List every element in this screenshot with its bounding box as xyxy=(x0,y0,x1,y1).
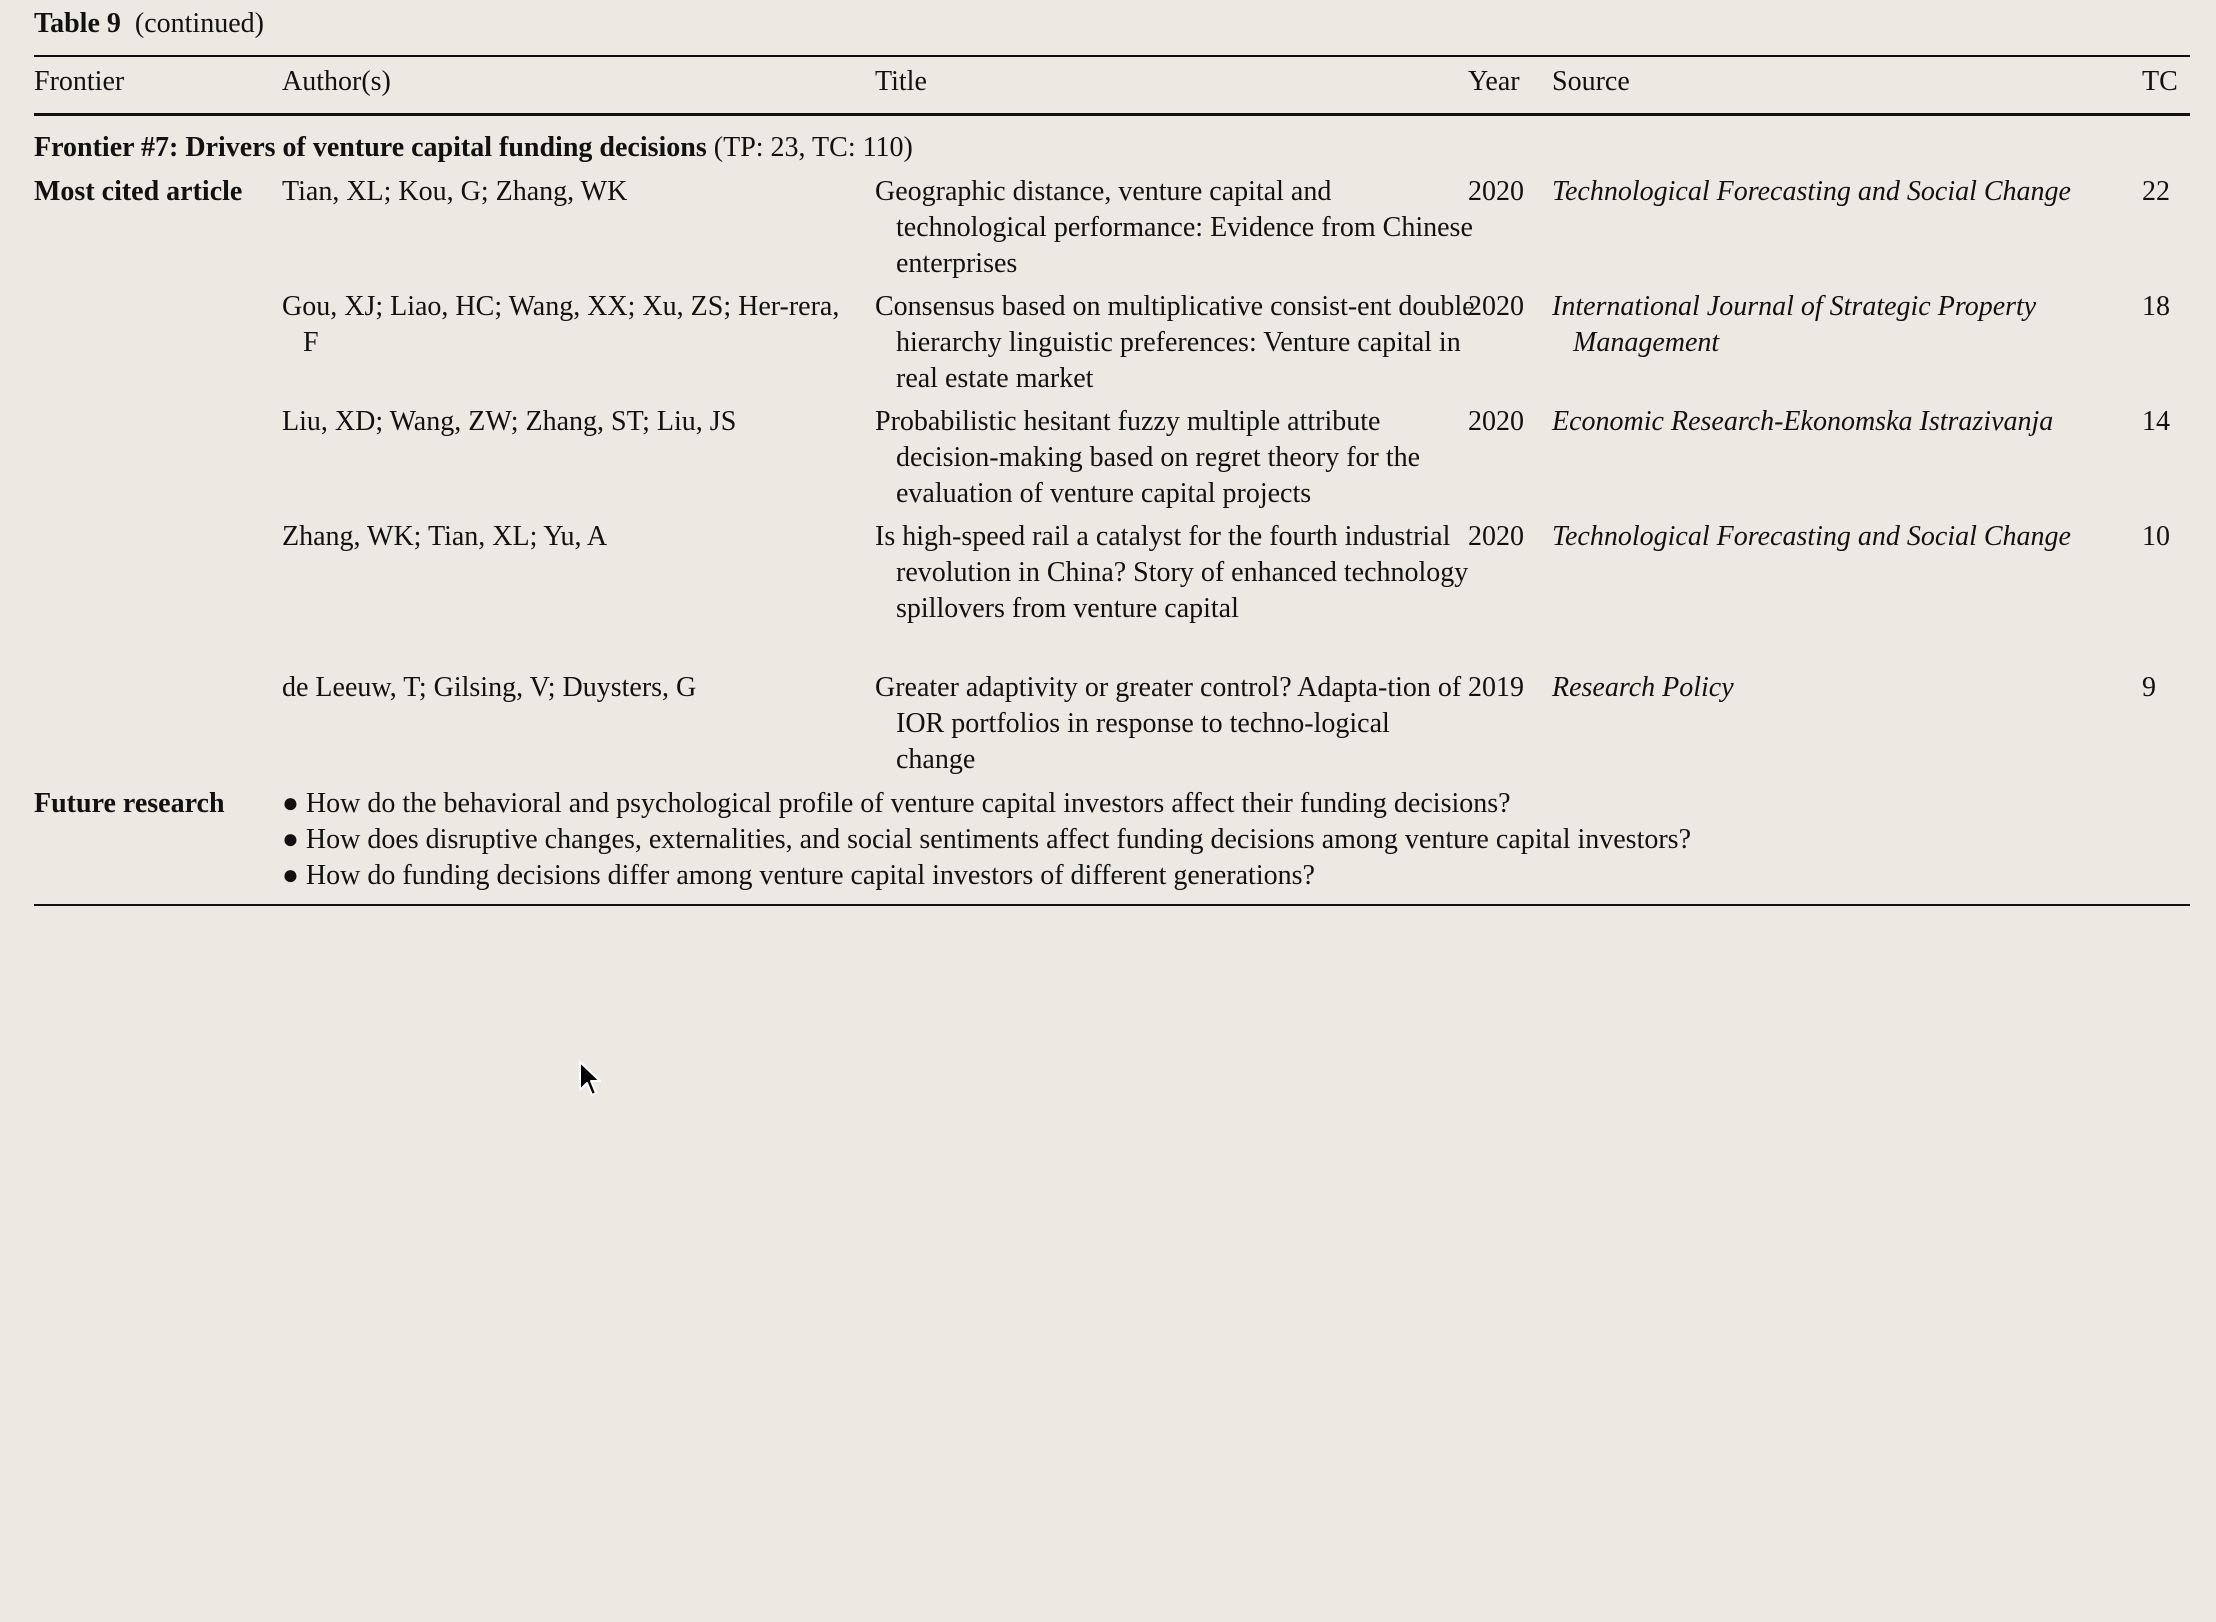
row-title: Greater adaptivity or greater control? Adapta-tion of IOR portfolios in response to techno-logical change xyxy=(875,672,1462,775)
future-research-label: Future research xyxy=(34,788,225,819)
row-source: Research Policy xyxy=(1552,672,1734,703)
table-caption xyxy=(34,6,264,42)
row-title: Probabilistic hesitant fuzzy multiple attribute decision-making based on regret theory for the evaluation of venture capital projects xyxy=(875,406,1421,509)
row-authors: Zhang, WK; Tian, XL; Yu, A xyxy=(282,521,608,552)
table-header-rule xyxy=(34,113,2190,116)
row-title: Geographic distance, venture capital and technological performance: Evidence from Chinese enterprises xyxy=(875,176,1473,279)
row-title: Consensus based on multiplicative consist-ent double hierarchy linguistic preferences: Venture capital in real estate market xyxy=(875,291,1475,394)
mouse-pointer-icon xyxy=(578,1060,602,1100)
row-title: Is high-speed rail a catalyst for the fourth industrial revolution in China? Story of enhanced technology spillovers from venture capital xyxy=(875,521,1469,624)
table-bottom-rule xyxy=(34,904,2190,906)
row-source: Technological Forecasting and Social Change xyxy=(1552,521,2071,552)
row-year: 2020 xyxy=(1468,521,1524,552)
row-source: Technological Forecasting and Social Change xyxy=(1552,176,2071,207)
future-research-item: ● How do the behavioral and psychological profile of venture capital investors affect their funding decisions? xyxy=(282,788,1511,819)
row-tc: 10 xyxy=(2142,521,2170,552)
row-authors: Liu, XD; Wang, ZW; Zhang, ST; Liu, JS xyxy=(282,406,737,437)
row-source: International Journal of Strategic Property Management xyxy=(1552,291,2037,358)
header-source: Source xyxy=(1552,66,1630,97)
table-label: Table 9 xyxy=(34,8,121,39)
future-research-list xyxy=(282,786,1691,894)
table-caption-suffix: (continued) xyxy=(134,8,264,39)
frontier-section-heading xyxy=(34,130,913,166)
row-tc: 9 xyxy=(2142,672,2156,703)
row-tc: 14 xyxy=(2142,406,2170,437)
future-research-item: ● How does disruptive changes, externalities, and social sentiments affect funding decisions among venture capital investors? xyxy=(282,824,1692,855)
future-research-item: ● How do funding decisions differ among venture capital investors of different generations? xyxy=(282,860,1315,891)
most-cited-label: Most cited article xyxy=(34,176,243,207)
frontier-title: Frontier #7: Drivers of venture capital funding decisions xyxy=(34,132,707,163)
row-authors: de Leeuw, T; Gilsing, V; Duysters, G xyxy=(282,672,697,703)
header-title: Title xyxy=(875,66,927,97)
row-year: 2020 xyxy=(1468,176,1524,207)
table-top-rule xyxy=(34,55,2190,57)
header-frontier: Frontier xyxy=(34,66,125,97)
frontier-stats: (TP: 23, TC: 110) xyxy=(713,132,913,163)
row-year: 2020 xyxy=(1468,406,1524,437)
row-year: 2019 xyxy=(1468,672,1524,703)
row-tc: 22 xyxy=(2142,176,2170,207)
header-year: Year xyxy=(1468,66,1520,97)
row-authors: Gou, XJ; Liao, HC; Wang, XX; Xu, ZS; Her-rera, F xyxy=(282,291,840,358)
row-authors: Tian, XL; Kou, G; Zhang, WK xyxy=(282,176,628,207)
row-source: Economic Research-Ekonomska Istrazivanja xyxy=(1552,406,2054,437)
header-tc: TC xyxy=(2142,66,2178,97)
row-tc: 18 xyxy=(2142,291,2170,322)
row-year: 2020 xyxy=(1468,291,1524,322)
header-authors: Author(s) xyxy=(282,66,391,97)
